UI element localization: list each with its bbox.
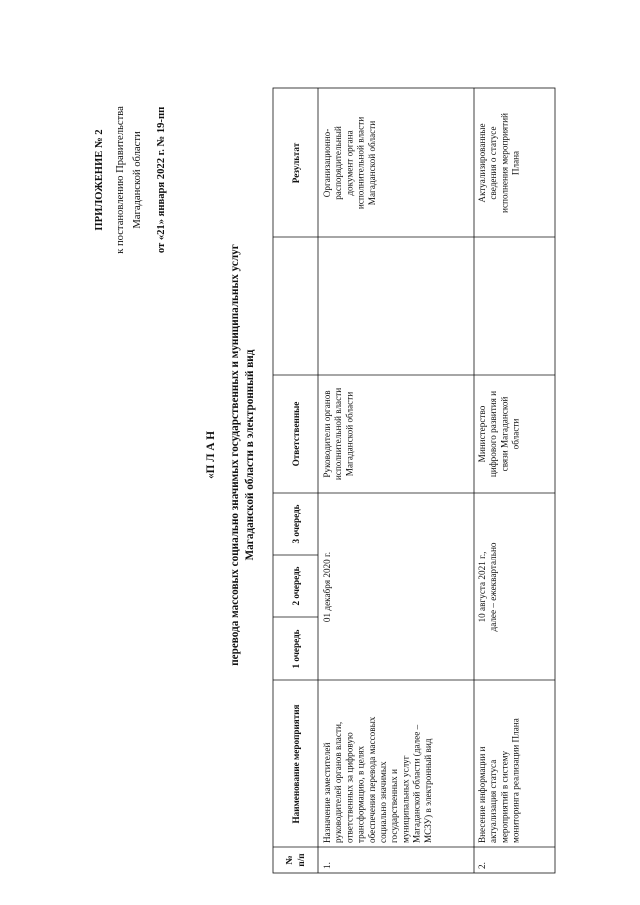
plan-subtitle-1: перевода массовых социально значимых государственных и муниципальных услуг bbox=[229, 244, 241, 666]
responsible-line: связи Магаданской bbox=[499, 396, 510, 472]
activity-name-line: муниципальных услуг bbox=[400, 755, 411, 843]
responsible-line: Руководители органов bbox=[322, 390, 332, 478]
deadline-line: далее – ежеквартально bbox=[488, 542, 499, 632]
activity-name-line: руководителей органов власти, bbox=[333, 721, 344, 843]
activity-name-line: мероприятий в систему bbox=[499, 750, 510, 843]
activity-name-line: МСЗУ) в электронный вид bbox=[422, 738, 433, 843]
table-header bbox=[284, 142, 306, 866]
result-line: документ органа bbox=[344, 130, 355, 196]
result-line: Актуализированные bbox=[477, 123, 487, 203]
activity-name-line: Внесение информации и bbox=[477, 746, 487, 843]
appendix-title: ПРИЛОЖЕНИЕ № 2 bbox=[94, 129, 105, 231]
responsible-line: Министерство bbox=[477, 405, 487, 463]
result-line: сведения о статусе bbox=[488, 126, 499, 200]
result-line: исполнения мероприятий bbox=[499, 113, 510, 213]
header-responsible: Ответственные bbox=[291, 401, 301, 467]
appendix-line-1: к постановлению Правительства bbox=[115, 106, 126, 254]
appendix-line-2: Магаданской области bbox=[132, 131, 143, 229]
deadline-line: 01 декабря 2020 г. bbox=[322, 551, 332, 623]
header-queue-3: 3 очередь bbox=[291, 504, 301, 544]
header-result: Результат bbox=[291, 142, 301, 184]
result-line: Магаданской области bbox=[366, 120, 377, 206]
header-num-2: п/п bbox=[296, 853, 306, 867]
activity-name-line: обеспечения перевода массовых bbox=[366, 716, 377, 843]
header-queue-2: 2 очередь bbox=[291, 566, 301, 606]
result-line: Плана bbox=[510, 150, 521, 176]
activity-name-line: Назначение заместителей bbox=[322, 742, 332, 843]
responsible-line: Магаданской области bbox=[344, 391, 355, 477]
responsible-line: области bbox=[510, 418, 521, 450]
activity-name-line: государственных и bbox=[389, 769, 400, 843]
header-name: Наименование мероприятия bbox=[291, 704, 301, 824]
plan-title-block bbox=[205, 244, 256, 666]
activity-name-line: трансформацию, в целях bbox=[355, 745, 366, 843]
header-queue-1: 1 очередь bbox=[291, 629, 301, 669]
table-rows bbox=[322, 113, 521, 869]
appendix-line-3: от «21» января 2022 г. № 19-пп bbox=[156, 106, 167, 254]
result-line: Организационно- bbox=[322, 128, 332, 198]
row-number: 1. bbox=[322, 862, 332, 869]
result-line: распорядительный bbox=[333, 126, 344, 200]
appendix-block bbox=[94, 106, 167, 254]
responsible-line: цифрового развития и bbox=[488, 390, 499, 478]
header-num-1: № bbox=[284, 855, 294, 865]
deadline-line: 10 августа 2021 г., bbox=[477, 551, 487, 623]
plan-subtitle-2: Магаданской области в электронный вид bbox=[244, 349, 256, 561]
activity-name-line: Магаданской области (далее – bbox=[411, 724, 422, 843]
result-line: исполнительной власти bbox=[355, 116, 366, 210]
plan-title: «П Л А Н bbox=[205, 431, 217, 479]
activity-name-line: ответственных за цифровую bbox=[344, 732, 355, 843]
table-row bbox=[477, 113, 521, 869]
landscape-content bbox=[94, 88, 555, 873]
activity-name-line: мониторинга реализации Плана bbox=[510, 718, 521, 843]
responsible-line: исполнительной власти bbox=[333, 387, 344, 481]
row-number: 2. bbox=[477, 862, 487, 869]
activity-name-line: актуализация статуса bbox=[488, 759, 499, 843]
activity-name-line: социально значимых bbox=[378, 761, 388, 843]
